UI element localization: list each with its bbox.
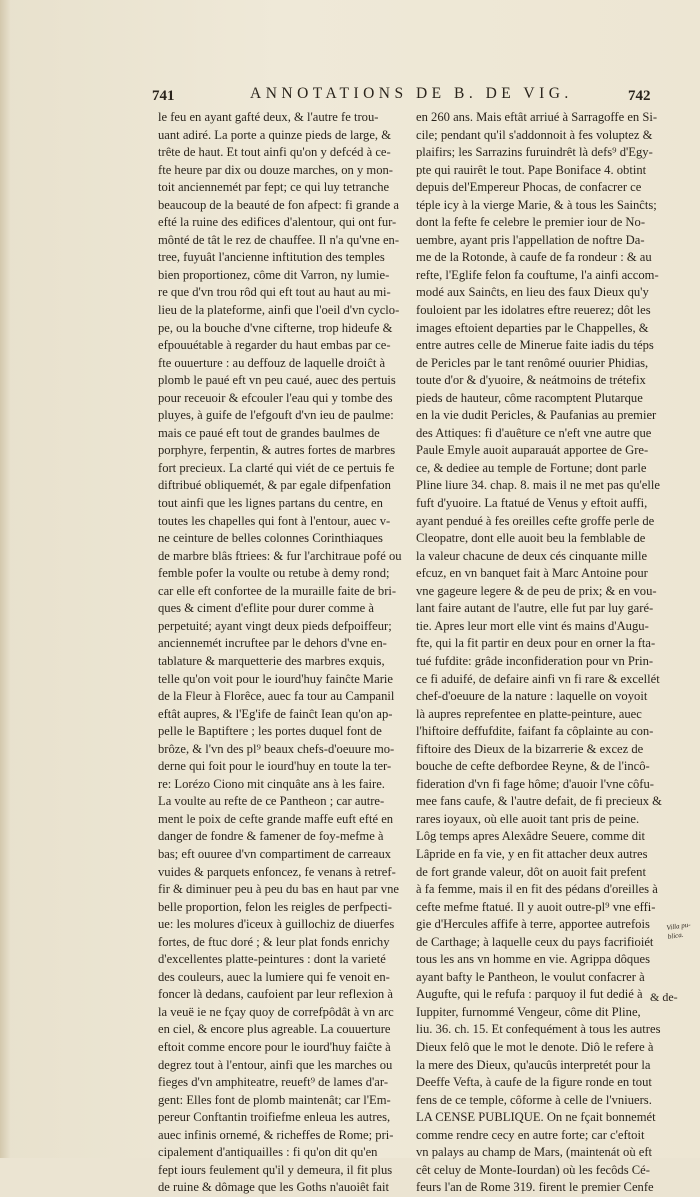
text-line: dont la fefte fe celebre le premier iour de No- xyxy=(416,215,646,230)
text-line: de ruine & dômage que les Goths n'auoiêt fait xyxy=(158,1180,389,1195)
text-line: brôze, & l'vn des pl⁹ beaux chefs-d'oeuure mo- xyxy=(158,741,395,756)
text-line: de fort grande valeur, dôt on auoit fait prefent xyxy=(416,864,646,879)
text-line: Iuppiter, furnommé Vengeur, côme dit Pline, xyxy=(416,1004,641,1019)
text-line: liu. 36. ch. 15. Et confequément à tous les autres xyxy=(416,1022,661,1037)
text-line: ce, & dediee au temple de Fortune; dont parle xyxy=(416,460,647,475)
text-line: Lâpride en fa vie, y en fit attacher deux autres xyxy=(416,846,648,861)
text-line: d'excellentes platte-peintures : dont la varieté xyxy=(158,952,386,967)
text-line: Paule Emyle auoit auparauát apportee de Gre- xyxy=(416,443,649,458)
text-line: derne qui foit pour le iourd'huy en toute la ter- xyxy=(158,759,392,774)
text-line: tablature & marquetterie des marbres exquis, xyxy=(158,653,385,668)
text-line: de marbre blâs ftriees: & fur l'architraue pofé ou xyxy=(158,548,402,563)
text-line: tous les ans vn homme en vie. Agrippa dôques xyxy=(416,952,650,967)
text-line: tout ainfi que les lignes partans du centre, en xyxy=(158,496,383,511)
text-line: là aupres reprefentee en platte-peinture, auec xyxy=(416,706,642,721)
text-line: telle qu'on voit pour le iourd'huy fainĉte Marie xyxy=(158,671,394,686)
text-line: gie d'Hercules affife à terre, apportee autrefois xyxy=(416,917,650,932)
text-line: perpetuité; ayant vingt deux pieds defpoiffeur; xyxy=(158,618,392,633)
text-line: toutes les chapelles qui font à l'entour, auec v- xyxy=(158,513,391,528)
text-line: bien proportionez, côme dit Varron, ny lumie- xyxy=(158,267,390,282)
text-line: cile; pendant qu'il s'addonnoit à fes voluptez & xyxy=(416,127,653,142)
text-line: refte, l'Eglife felon fa couftume, l'a ainfi accom- xyxy=(416,267,659,282)
text-line: pour receuoir & efcouler l'eau qui y tombe des xyxy=(158,390,393,405)
text-line: fieges d'vn amphiteatre, reueft⁹ de lames d'ar- xyxy=(158,1075,389,1090)
text-line: beaucoup de la beauté de fon afpect: fi grande a xyxy=(158,197,399,212)
text-line: des Attiques: fi d'auêture ce n'eft vne autre que xyxy=(416,425,652,440)
text-line: de Carthage; à laquelle ceux du pays facrifioiét xyxy=(416,934,654,949)
text-line: efté la ruine des edifices d'alentour, qui ont fur- xyxy=(158,215,397,230)
text-line: de Pericles par le tant renômé ouurier Phidias, xyxy=(416,355,649,370)
text-line: l'hiftoire deffufdite, faifant fa côplainte au con- xyxy=(416,724,654,739)
text-line: ayant pendué à fes oreilles cefte groffe perle de xyxy=(416,513,655,528)
text-line: la veuë ie ne fçay quoy de correfpôdât à vn arc xyxy=(158,1004,394,1019)
text-line: en ciel, & encore plus agreable. La couuerture xyxy=(158,1022,391,1037)
text-line: cipalement d'antiquailles : fi qu'on dit qu'en xyxy=(158,1145,378,1160)
text-line: re que d'vn trou rôd qui eft tout au haut au mi- xyxy=(158,285,391,300)
text-line: pieds de hauteur, côme racomptent Plutarque xyxy=(416,390,643,405)
text-line: entre autres celle de Minerue faite iadis du téps xyxy=(416,338,654,353)
text-line: Cleopatre, dont elle auoit beu la femblable de xyxy=(416,531,646,546)
text-line: cêt celuy de Monte-Iourdan) où les fecôds Cé- xyxy=(416,1162,650,1177)
text-line: foncer là dedans, caufoient par leur reflexion à xyxy=(158,987,393,1002)
left-page-number: 741 xyxy=(152,88,175,104)
text-line: de la Fleur à Florêce, auec fa tour au Campanil xyxy=(158,689,395,704)
text-line: tué fufdite: grâde inconfideration pour vn Prin- xyxy=(416,653,654,668)
text-line: fte heure par dix ou douze marches, on y mon- xyxy=(158,162,394,177)
text-line: fir & diminuer peu à peu du bas en haut par vne xyxy=(158,882,399,897)
text-line: efcuz, en vn banquet fait à Marc Antoine pour xyxy=(416,566,648,581)
text-line: Deeffe Vefta, à caufe de la figure ronde en tout xyxy=(416,1075,652,1090)
text-line: la valeur chacune de deux cés cinquante mille xyxy=(416,548,648,563)
text-line: comme rendre cecy en autre forte; car c'eftoit xyxy=(416,1127,645,1142)
text-line: fortes, de ftuc doré ; & leur plat fonds enrichy xyxy=(158,934,390,949)
text-line: fept iours feulement qu'il y demeura, il fit plus xyxy=(158,1162,393,1177)
text-line: pelle le Baptiftere ; les portes duquel font de xyxy=(158,724,382,739)
text-line: eftât aupres, & l'Eg'ife de fainĉt Iean qu'on ap- xyxy=(158,706,393,721)
text-line: fte ouuerture : au deffouz de laquelle droiĉt à xyxy=(158,355,386,370)
text-line: fideration d'vn fi fage hôme; d'auoir l'vne côfu- xyxy=(416,776,654,791)
text-line: le feu en ayant gafté deux, & l'autre fe trou- xyxy=(158,110,379,124)
text-line: LA CENSE PUBLIQUE. On ne fçait bonnemét xyxy=(416,1110,656,1125)
text-line: lant faire autant de l'autre, elle fut par luy garé- xyxy=(416,601,654,616)
left-text-column xyxy=(158,109,420,1197)
text-line: téple icy à la vierge Marie, & à tous les Sainĉts; xyxy=(416,197,657,212)
text-line: tree, fuyuât l'ancienne inftitution des temples xyxy=(158,250,385,265)
text-line: fens de ce temple, côforme à celle de l'vniuers. xyxy=(416,1092,652,1107)
catchword: & de- xyxy=(650,990,678,1004)
text-line: Dieux felô que le mot le denote. Diô le refere à xyxy=(416,1039,654,1054)
text-line: diftribué obliquemét, & par egale difpenfation xyxy=(158,478,391,493)
text-line: La voulte au refte de ce Pantheon ; car autre- xyxy=(158,794,385,809)
text-line: toute d'or & d'yuoire, & neátmoins de trétefix xyxy=(416,373,646,388)
text-line: vne gageure legere & de peu de prix; & en vou- xyxy=(416,583,657,598)
text-line: plomb le paué eft vn peu caué, auec des pertuis xyxy=(158,373,396,388)
text-line: bas; eft ouuree d'vn compartiment de carreaux xyxy=(158,846,392,861)
text-line: en 260 ans. Mais eftât arriué à Sarragoffe en Si- xyxy=(416,110,658,124)
text-line: plaifirs; les Sarrazins furuindrêt là defs⁹ d'Egy- xyxy=(416,145,653,160)
text-line: efpouuétable à regarder du haut embas par ce- xyxy=(158,338,391,353)
text-line: porphyre, ferpentin, & autres fortes de marbres xyxy=(158,443,396,458)
text-line: feurs l'an de Rome 319. firent le premier Cenfe xyxy=(416,1180,654,1195)
text-line: chef-d'oeuure de la nature : laquelle on voyoit xyxy=(416,689,648,704)
page-gutter xyxy=(0,0,10,1158)
text-line: fiftoire des Dieux de la bizarrerie & excez de xyxy=(416,741,644,756)
text-line: mônté de tât le rez de chauffee. Il n'a qu'vne en- xyxy=(158,232,400,247)
text-line: eftoit comme encore pour le iourd'huy faiĉte à xyxy=(158,1039,391,1054)
text-line: images eftoient departies par le Chappelles, & xyxy=(416,320,649,335)
text-line: des couleurs, auec la lumiere qui fe venoit en- xyxy=(158,969,390,984)
text-line: la mere des Dieux, qu'aucûs interpretét pour la xyxy=(416,1057,651,1072)
marginal-note: Villa pu-blica. xyxy=(666,920,692,941)
text-line: ment le poix de cefte grande maffe euft efté en xyxy=(158,811,394,826)
text-line: à fa femme, mais il en fit des pédans d'oreilles à xyxy=(416,882,658,897)
text-line: re: Lorézo Ciono mit cinquâte ans à les faire. xyxy=(158,776,385,791)
text-line: ayant bafty le Pantheon, le voulut confacrer à xyxy=(416,969,645,984)
text-line: vuides & parquets enfoncez, fe venans à retref- xyxy=(158,864,396,879)
text-line: uant adiré. La porte a quinze pieds de large, & xyxy=(158,127,392,142)
text-line: gent: Elles font de plomb maintenât; car l'Em- xyxy=(158,1092,391,1107)
right-page-number: 742 xyxy=(628,88,651,104)
text-line: ue: les molures d'iceux à guillochiz de diuerfes xyxy=(158,917,395,932)
text-line: car elle eft confortee de la muraille faite de bri- xyxy=(158,583,397,598)
text-line: fuft d'yuoire. La ftatué de Venus y eftoit auffi, xyxy=(416,496,648,511)
text-line: fouloient par les idolatres eftre reuerez; dôt les xyxy=(416,303,651,318)
text-line: ques & ciment d'eflite pour durer comme à xyxy=(158,601,374,616)
text-line: belle proportion, felon les reigles de perfpecti- xyxy=(158,899,392,914)
text-line: mee fans caufe, & l'autre defait, de fi precieux & xyxy=(416,794,662,809)
text-line: toit anciennemét par fept; ce qui luy tetranche xyxy=(158,180,390,195)
text-line: femble pofer la voulte ou retube à demy rond; xyxy=(158,566,390,581)
text-line: pluyes, à guife de l'efgouft d'vn ieu de paulme: xyxy=(158,408,394,423)
running-title: ANNOTATIONS DE B. DE VIG. xyxy=(250,85,573,102)
text-line: fte, qui la fit partir en deux pour en orner la fta- xyxy=(416,636,656,651)
text-line: mais ce paué eft tout de grandes baulmes de xyxy=(158,425,380,440)
text-line: modé aux Sainĉts, en lieu des faux Dieux qu'y xyxy=(416,285,649,300)
text-line: tie. Apres leur mort elle vint és mains d'Augu- xyxy=(416,618,649,633)
text-line: pereur Conftantin troifiefme enleua les autres, xyxy=(158,1110,391,1125)
text-line: pe, ou la bouche d'vne cifterne, trop hideufe & xyxy=(158,320,393,335)
text-line: vn palays au champ de Mars, (maintenát où eft xyxy=(416,1145,653,1160)
text-line: ce fi aduifé, de defaire ainfi vn fi rare & excellét xyxy=(416,671,660,686)
text-line: ne ceinture de belles colonnes Corinthiaques xyxy=(158,531,383,546)
text-line: trête de haut. Et tout ainfi qu'on y defcéd à ce- xyxy=(158,145,391,160)
text-line: anciennemét incruftee par le dehors d'vne en- xyxy=(158,636,387,651)
text-line: Augufte, qui le refufa : parquoy il fut dedié à xyxy=(416,987,643,1002)
text-line: uembre, ayant pris l'appellation de noftre Da- xyxy=(416,232,645,247)
text-line: depuis del'Empereur Phocas, de confacrer ce xyxy=(416,180,642,195)
text-line: bouche de cefte defbordee Reyne, & de l'incô- xyxy=(416,759,650,774)
text-line: auec infinis ornemé, & richeffes de Rome; pri- xyxy=(158,1127,394,1142)
text-line: Pline liure 34. chap. 8. mais il ne met pas qu'elle xyxy=(416,478,660,493)
text-line: rares ioyaux, où elle auoit tant pris de peine. xyxy=(416,811,640,826)
text-line: en la vie dudit Pericles, & Paufanias au premier xyxy=(416,408,657,423)
text-line: Lôg temps apres Alexâdre Seuere, comme dit xyxy=(416,829,646,844)
text-line: cefte mefme ftatué. Il y auoit outre-pl⁹ vne effi- xyxy=(416,899,656,914)
text-line: lieu de la plateforme, ainfi que l'oeil d'vn cyclo- xyxy=(158,303,400,318)
right-text-column xyxy=(416,109,678,1197)
text-line: me de la Rotonde, à caufe de fa rondeur : & au xyxy=(416,250,652,265)
text-line: pte qui rauirêt le tout. Pape Boniface 4. obtint xyxy=(416,162,647,177)
text-line: fort precieux. La clarté qui viét de ce pertuis fe xyxy=(158,460,395,475)
text-line: danger de fondre & famener de foy-mefme à xyxy=(158,829,384,844)
text-line: degrez tout à l'entour, ainfi que les marches ou xyxy=(158,1057,393,1072)
